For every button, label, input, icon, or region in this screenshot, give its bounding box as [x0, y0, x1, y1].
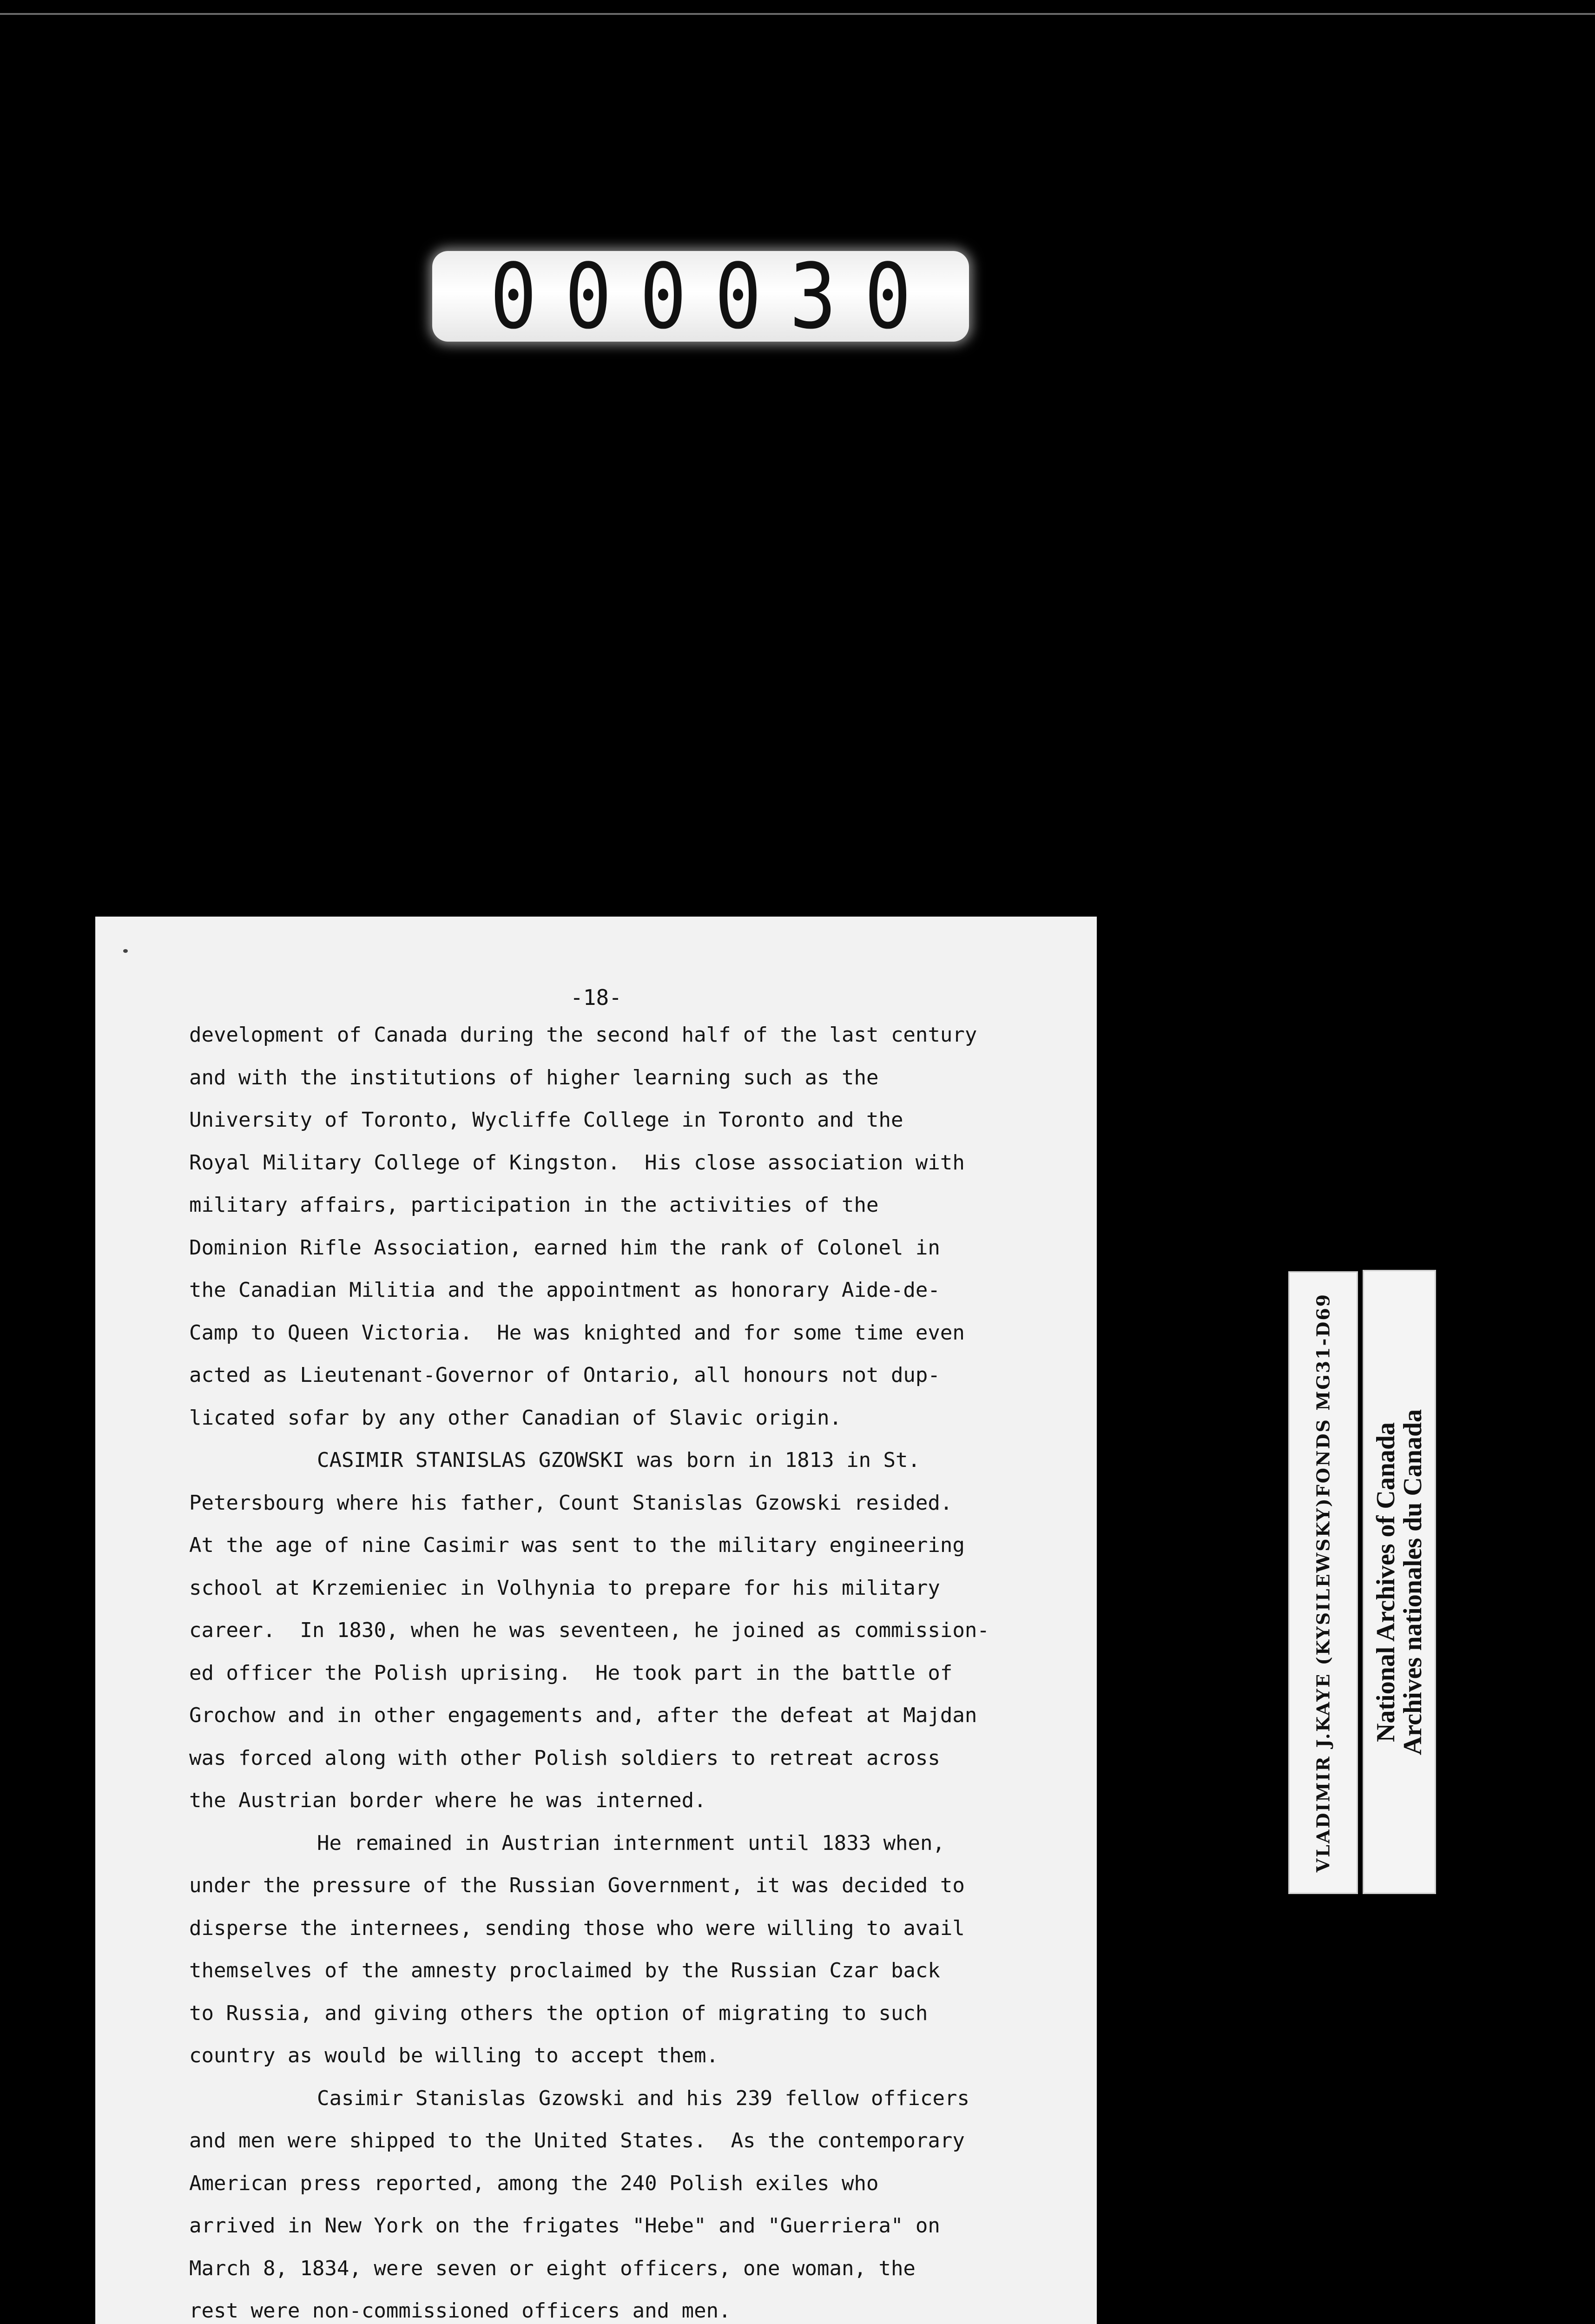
text-line: arrived in New York on the frigates "Hebe" and "Guerriera" on — [189, 2214, 940, 2238]
text-line: rest were non-commissioned officers and men. — [189, 2299, 731, 2323]
archive-label-fonds — [1288, 1271, 1358, 1894]
text-line: Camp to Queen Victoria. He was knighted and for some time even — [189, 1320, 965, 1345]
frame-counter-digits: 000030 — [490, 244, 939, 349]
text-line: was forced along with other Polish soldiers to retreat across — [189, 1746, 940, 1770]
page-number: -18- — [570, 985, 622, 1010]
document-page — [95, 917, 1097, 2324]
text-line: CASIMIR STANISLAS GZOWSKI was born in 1813 in St. — [317, 1448, 921, 1472]
institution-name-en: National Archives of Canada — [1371, 1422, 1400, 1742]
fonds-reference: VLADIMIR J.KAYE (KYSILEWSKY)FONDS MG31-D69 — [1312, 1293, 1334, 1873]
text-line: the Austrian border where he was interned. — [189, 1789, 706, 1812]
text-line: Dominion Rifle Association, earned him the rank of Colonel in — [189, 1235, 940, 1260]
text-line: Grochow and in other engagements and, after the defeat at Majdan — [189, 1703, 977, 1727]
text-line: themselves of the amnesty proclaimed by the Russian Czar back — [189, 1959, 940, 1982]
text-line: to Russia, and giving others the option of migrating to such — [189, 2001, 928, 2025]
text-line: Casimir Stanislas Gzowski and his 239 fellow officers — [317, 2086, 969, 2110]
film-top-edge — [0, 13, 1595, 15]
text-line: country as would be willing to accept them. — [189, 2044, 719, 2067]
text-line: Petersbourg where his father, Count Stanislas Gzowski resided. — [189, 1491, 953, 1515]
text-line: under the pressure of the Russian Government, it was decided to — [189, 1874, 965, 1897]
text-line: acted as Lieutenant-Governor of Ontario, all honours not dup- — [189, 1363, 940, 1387]
archive-label-institution — [1363, 1270, 1436, 1894]
text-line: school at Krzemieniec in Volhynia to prepare for his military — [189, 1576, 940, 1600]
institution-name — [1372, 1409, 1426, 1755]
typed-text-body — [189, 1023, 1063, 2324]
frame-counter — [432, 244, 969, 349]
text-line: ed officer the Polish uprising. He took part in the battle of — [189, 1661, 953, 1685]
text-line: Royal Military College of Kingston. His close association with — [189, 1150, 965, 1175]
text-line: American press reported, among the 240 Polish exiles who — [189, 2171, 879, 2195]
institution-name-fr: Archives nationales du Canada — [1398, 1409, 1427, 1755]
text-line: and men were shipped to the United States. As the contemporary — [189, 2129, 965, 2152]
text-line: At the age of nine Casimir was sent to the military engineering — [189, 1533, 965, 1557]
text-line: career. In 1830, when he was seventeen, he joined as commission- — [189, 1618, 989, 1642]
text-line: University of Toronto, Wycliffe College in Toronto and the — [189, 1108, 903, 1132]
text-line: the Canadian Militia and the appointment as honorary Aide-de- — [189, 1278, 940, 1302]
text-line: March 8, 1834, were seven or eight officers, one woman, the — [189, 2256, 916, 2280]
text-line: military affairs, participation in the activities of the — [189, 1193, 879, 1217]
text-line: He remained in Austrian internment until 1833 when, — [317, 1831, 945, 1855]
page-speck — [123, 949, 128, 953]
text-line: development of Canada during the second half of the last century — [189, 1023, 977, 1047]
text-line: licated sofar by any other Canadian of Slavic origin. — [189, 1406, 842, 1430]
text-line: and with the institutions of higher learning such as the — [189, 1065, 879, 1089]
text-line: disperse the internees, sending those who were willing to avail — [189, 1916, 965, 1940]
